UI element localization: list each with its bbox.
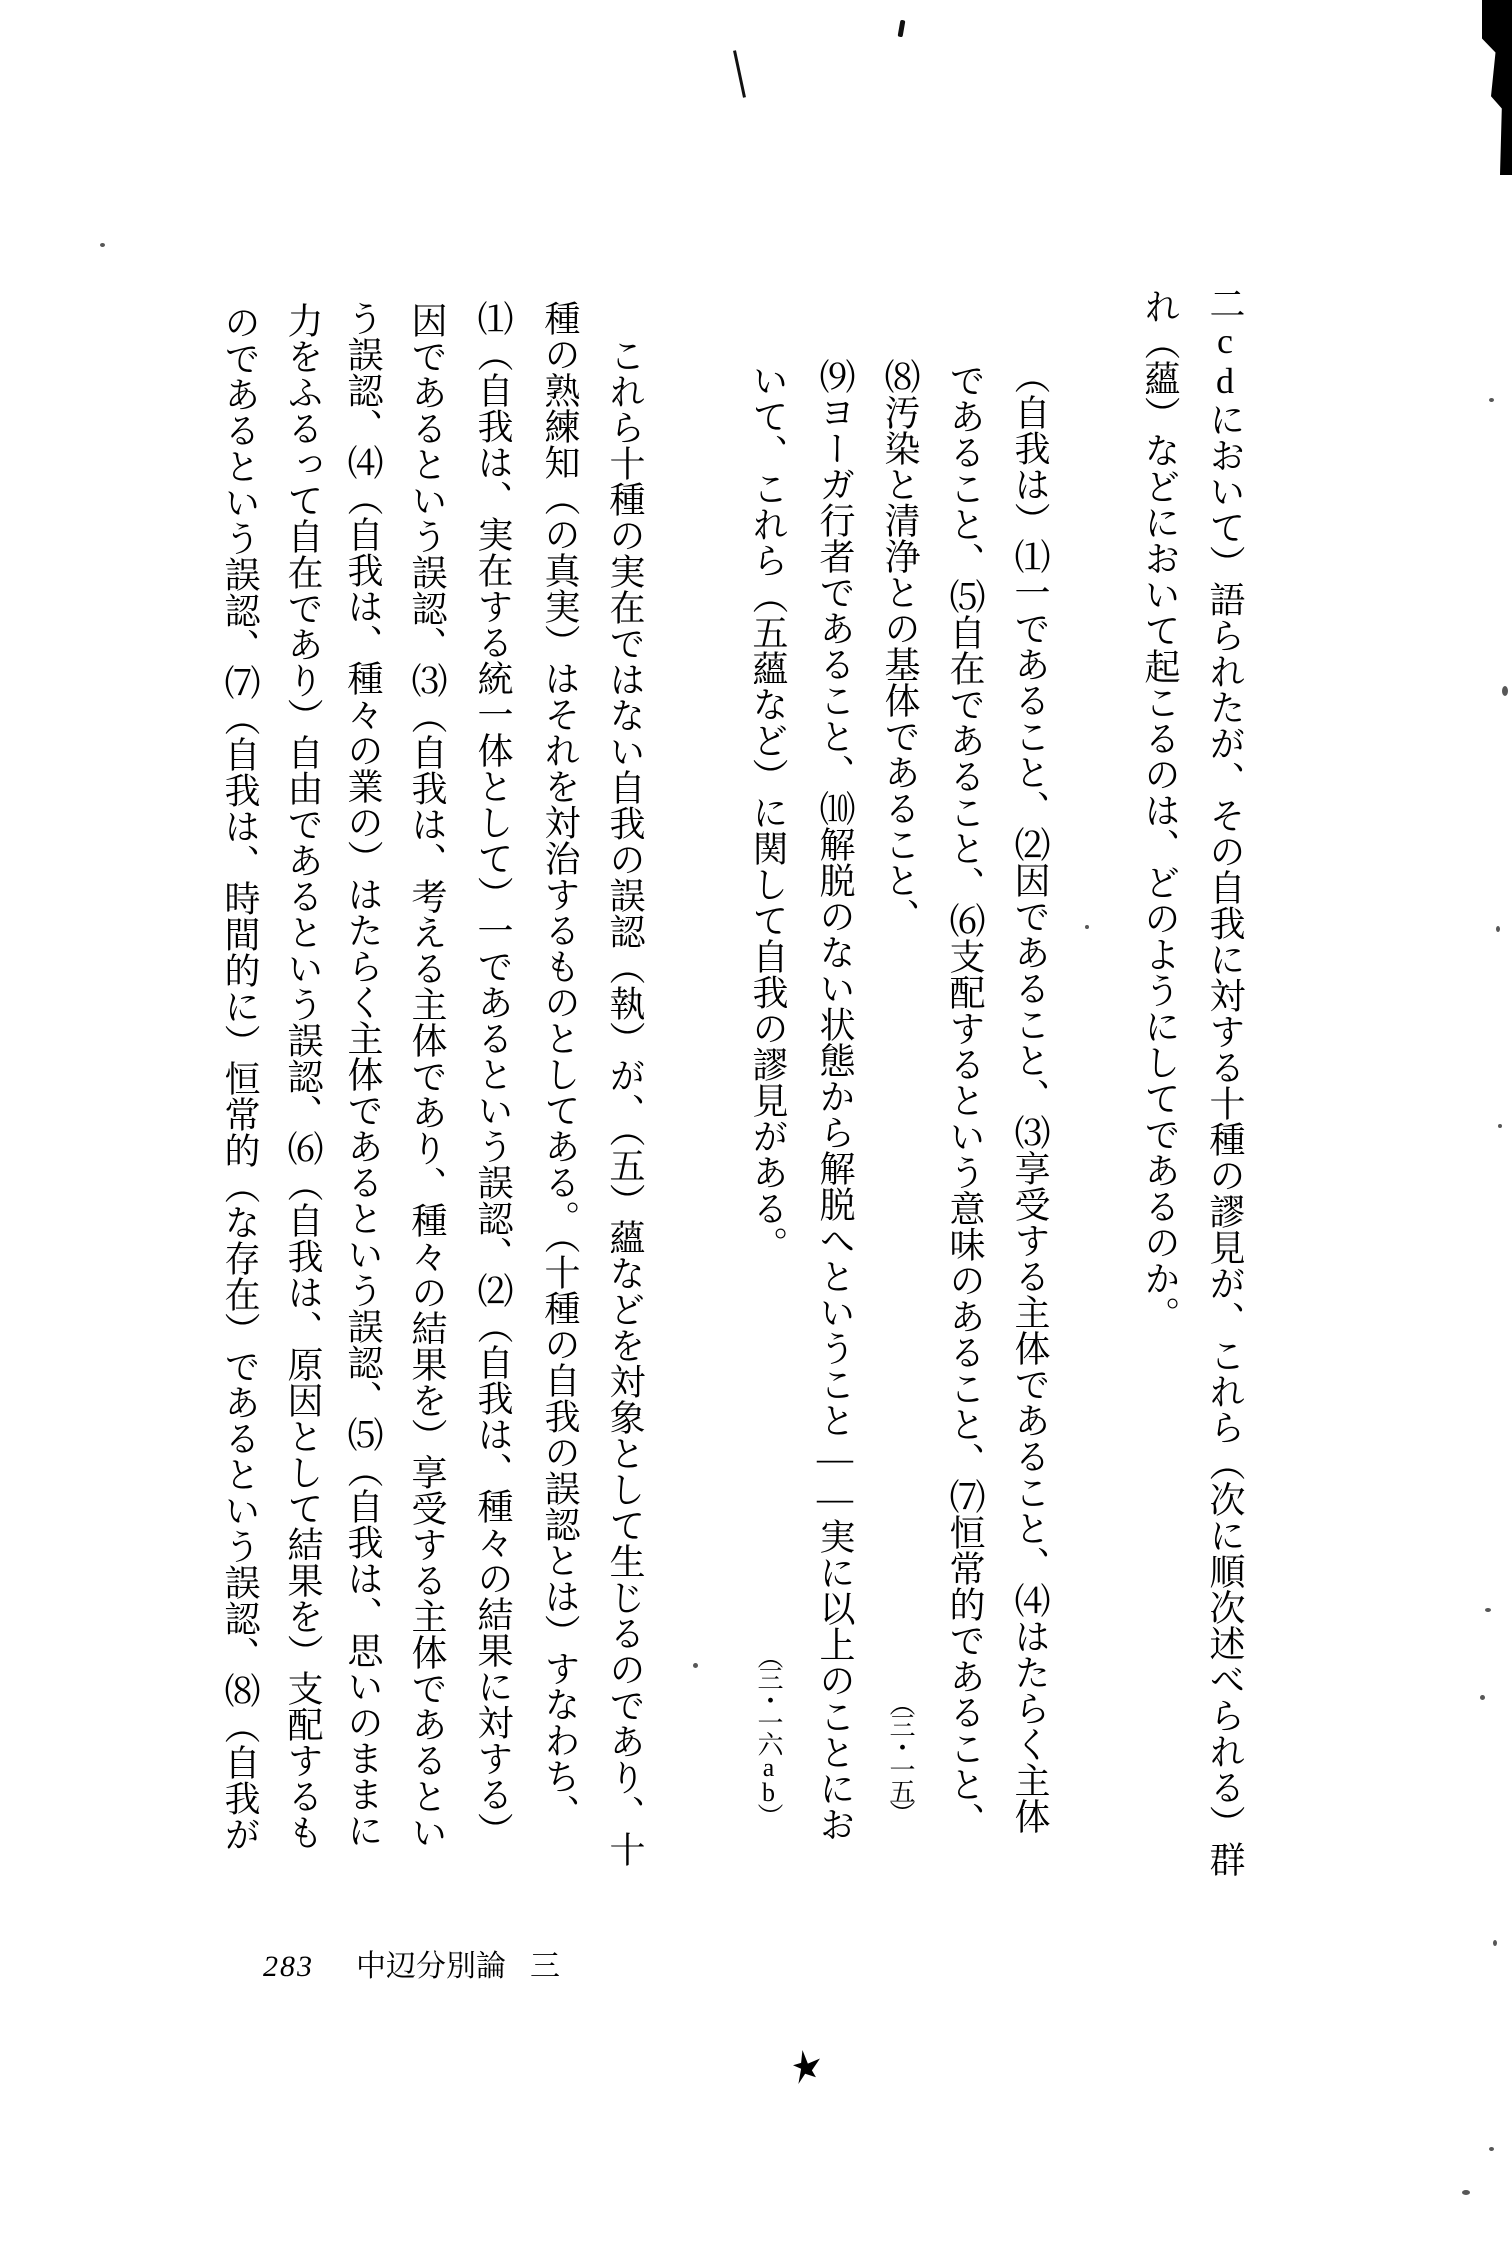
scan-speck: [1496, 926, 1500, 932]
scan-speck: [1502, 686, 1508, 696]
volume-number: 三: [530, 1950, 560, 1983]
text-column: のであるという誤認、⑺（自我は、時間的に）恒常的（な存在）であるという誤認、⑻（自我が: [220, 304, 260, 1852]
scan-speck: [1485, 1608, 1491, 1612]
ink-blot-mark: [793, 2050, 820, 2084]
text-column: これら十種の実在ではない自我の誤認（執）が、（五）蘊などを対象として生じるのであり、十: [605, 337, 645, 1867]
text-column: 力をふるって自在であり）自由であるという誤認、⑹（自我は、原因として結果を）支配するも: [283, 302, 323, 1850]
text-column: 因であるという誤認、⑶（自我は、考える主体であり、種々の結果を）享受する主体であるとい: [407, 302, 447, 1850]
scan-speck: [1462, 2190, 1470, 2195]
page-footer: [263, 1941, 560, 1985]
text-column: 種の熟練知（の真実）はそれを対治するものとしてある。（十種の自我の誤認とは）すなわち、: [540, 300, 580, 1830]
text-column: ⑻汚染と清浄との基体であること、: [880, 358, 920, 934]
text-column: う誤認、⑷（自我は、種々の業の）はたらく主体であるという誤認、⑸（自我は、思いのままに: [343, 300, 383, 1848]
verse-citation: （三・一五）: [886, 1690, 915, 1822]
scan-speck: [1489, 398, 1494, 402]
scan-speck: [100, 243, 105, 247]
scan-speck: [1489, 2147, 1494, 2151]
scan-speck: [1085, 925, 1089, 929]
scan-speck: [1498, 1124, 1502, 1128]
text-column: であること、⑸自在であること、⑹支配するという意味のあること、⑺恒常的であること、: [945, 362, 985, 1838]
text-column: れ（蘊）などにおいて起こるのは、どのようにしてであるのか。: [1140, 288, 1180, 1332]
scan-speck: [693, 1663, 698, 1668]
text-column: ⑼ヨーガ行者であること、⑽解脱のない状態から解脱へということ——実に以上のことにお: [815, 358, 855, 1842]
text-column: （自我は）⑴一であること、⑵因であること、⑶享受する主体であること、⑷はたらく主体: [1010, 358, 1050, 1834]
running-title: 中辺分別論: [356, 1950, 506, 1983]
stray-apostrophe-mark: [898, 20, 906, 38]
stray-slash-mark: [733, 50, 746, 98]
text-column: ⑴（自我は、実在する統一体として）一であるという誤認、⑵（自我は、種々の結果に対する）: [473, 300, 513, 1848]
page-number: 283: [263, 1950, 314, 1983]
text-column: 二cdにおいて）語られたが、その自我に対する十種の謬見が、これら（次に順次述べられる）群: [1205, 285, 1245, 1877]
scan-speck: [1480, 1695, 1485, 1700]
scan-corner-blob: [1482, 0, 1512, 175]
text-column: いて、これら（五蘊など）に関して自我の謬見がある。: [748, 362, 788, 1262]
verse-citation: （三・一六ab）: [754, 1643, 783, 1825]
scan-speck: [1493, 1940, 1497, 1946]
